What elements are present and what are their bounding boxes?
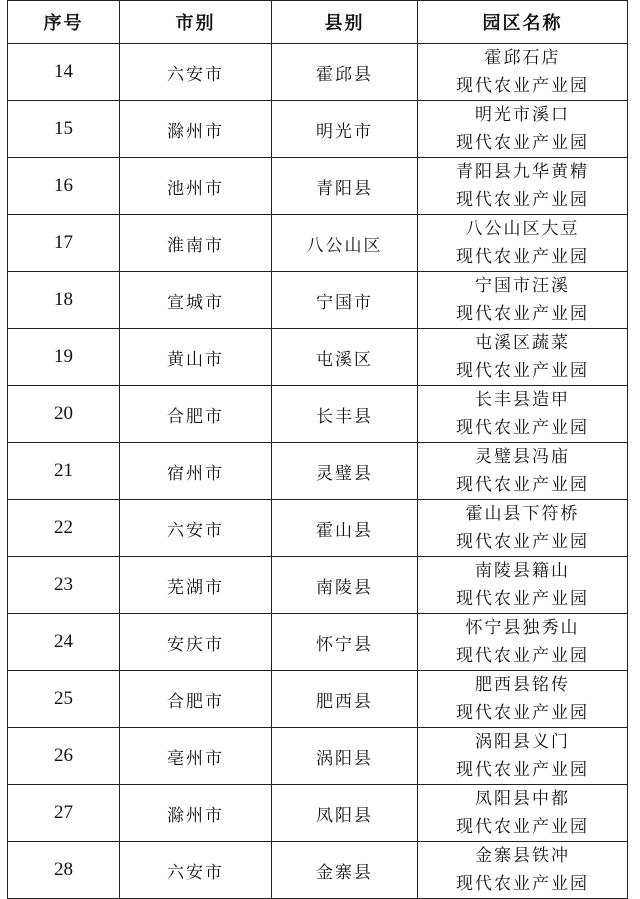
cell-seq: 18 [8,272,120,329]
cell-seq: 14 [8,44,120,101]
cell-county: 金寨县 [272,842,418,899]
cell-park-name [418,671,628,728]
park-name-line-2: 现代农业产业园 [456,190,589,210]
cell-seq: 27 [8,785,120,842]
park-name-line-1: 明光市溪口 [475,105,570,125]
table-row [8,728,628,785]
park-name-line-1: 宁国市汪溪 [475,276,570,296]
cell-county: 肥西县 [272,671,418,728]
table-row [8,158,628,215]
table-row [8,500,628,557]
header-city: 市别 [120,1,272,44]
cell-park-name [418,101,628,158]
park-name-line-2: 现代农业产业园 [456,646,589,666]
cell-park-name [418,386,628,443]
table-row [8,272,628,329]
header-row [8,1,628,44]
park-name-line-2: 现代农业产业园 [456,589,589,609]
header-seq: 序号 [8,1,120,44]
table-row [8,101,628,158]
cell-city: 六安市 [120,44,272,101]
park-name-line-1: 霍邱石店 [484,48,561,68]
table-row [8,614,628,671]
cell-park-name [418,785,628,842]
cell-seq: 24 [8,614,120,671]
header-county: 县别 [272,1,418,44]
cell-city: 宿州市 [120,443,272,500]
table-row [8,329,628,386]
cell-city: 芜湖市 [120,557,272,614]
park-name-line-2: 现代农业产业园 [456,760,589,780]
park-name-line-1: 霍山县下符桥 [465,504,580,524]
park-name-line-1: 屯溪区蔬菜 [475,333,570,353]
cell-city: 安庆市 [120,614,272,671]
cell-park-name [418,500,628,557]
cell-county: 屯溪区 [272,329,418,386]
cell-city: 淮南市 [120,215,272,272]
cell-county: 涡阳县 [272,728,418,785]
park-name-line-1: 涡阳县义门 [475,732,570,752]
cell-county: 宁国市 [272,272,418,329]
cell-seq: 21 [8,443,120,500]
cell-city: 六安市 [120,842,272,899]
cell-county: 长丰县 [272,386,418,443]
cell-city: 合肥市 [120,671,272,728]
cell-county: 明光市 [272,101,418,158]
cell-city: 池州市 [120,158,272,215]
cell-park-name [418,557,628,614]
cell-park-name [418,443,628,500]
cell-park-name [418,44,628,101]
cell-city: 宣城市 [120,272,272,329]
cell-city: 黄山市 [120,329,272,386]
table-header [8,1,628,44]
park-name-line-1: 青阳县九华黄精 [456,162,589,182]
cell-seq: 25 [8,671,120,728]
cell-park-name [418,842,628,899]
cell-seq: 16 [8,158,120,215]
header-park-name: 园区名称 [418,1,628,44]
cell-county: 灵璧县 [272,443,418,500]
cell-city: 合肥市 [120,386,272,443]
table-row [8,842,628,899]
cell-county: 怀宁县 [272,614,418,671]
cell-seq: 20 [8,386,120,443]
park-name-line-2: 现代农业产业园 [456,133,589,153]
table-row [8,671,628,728]
cell-county: 凤阳县 [272,785,418,842]
park-name-line-1: 南陵县籍山 [475,561,570,581]
cell-county: 青阳县 [272,158,418,215]
cell-seq: 23 [8,557,120,614]
cell-park-name [418,158,628,215]
table-row [8,785,628,842]
cell-county: 八公山区 [272,215,418,272]
cell-park-name [418,329,628,386]
park-name-line-2: 现代农业产业园 [456,532,589,552]
park-name-line-2: 现代农业产业园 [456,76,589,96]
table-row [8,44,628,101]
cell-seq: 19 [8,329,120,386]
cell-seq: 22 [8,500,120,557]
cell-city: 滁州市 [120,101,272,158]
cell-county: 南陵县 [272,557,418,614]
cell-seq: 17 [8,215,120,272]
cell-seq: 15 [8,101,120,158]
park-name-line-2: 现代农业产业园 [456,304,589,324]
cell-county: 霍邱县 [272,44,418,101]
park-list-table [7,0,628,899]
cell-park-name [418,272,628,329]
park-name-line-1: 灵璧县冯庙 [475,447,570,467]
park-name-line-1: 八公山区大豆 [465,219,580,239]
cell-park-name [418,728,628,785]
park-name-line-2: 现代农业产业园 [456,817,589,837]
park-name-line-1: 凤阳县中都 [475,789,570,809]
cell-county: 霍山县 [272,500,418,557]
cell-city: 六安市 [120,500,272,557]
cell-park-name [418,215,628,272]
park-name-line-2: 现代农业产业园 [456,874,589,894]
cell-seq: 26 [8,728,120,785]
park-name-line-1: 长丰县造甲 [475,390,570,410]
park-name-line-2: 现代农业产业园 [456,703,589,723]
table-body [8,44,628,899]
table-row [8,215,628,272]
park-name-line-1: 金寨县铁冲 [475,846,570,866]
table-row [8,443,628,500]
cell-seq: 28 [8,842,120,899]
table-row [8,386,628,443]
cell-city: 亳州市 [120,728,272,785]
table-row [8,557,628,614]
cell-park-name [418,614,628,671]
park-name-line-2: 现代农业产业园 [456,247,589,267]
cell-city: 滁州市 [120,785,272,842]
park-name-line-2: 现代农业产业园 [456,418,589,438]
park-name-line-1: 肥西县铭传 [475,675,570,695]
park-name-line-1: 怀宁县独秀山 [465,618,580,638]
park-name-line-2: 现代农业产业园 [456,475,589,495]
park-name-line-2: 现代农业产业园 [456,361,589,381]
